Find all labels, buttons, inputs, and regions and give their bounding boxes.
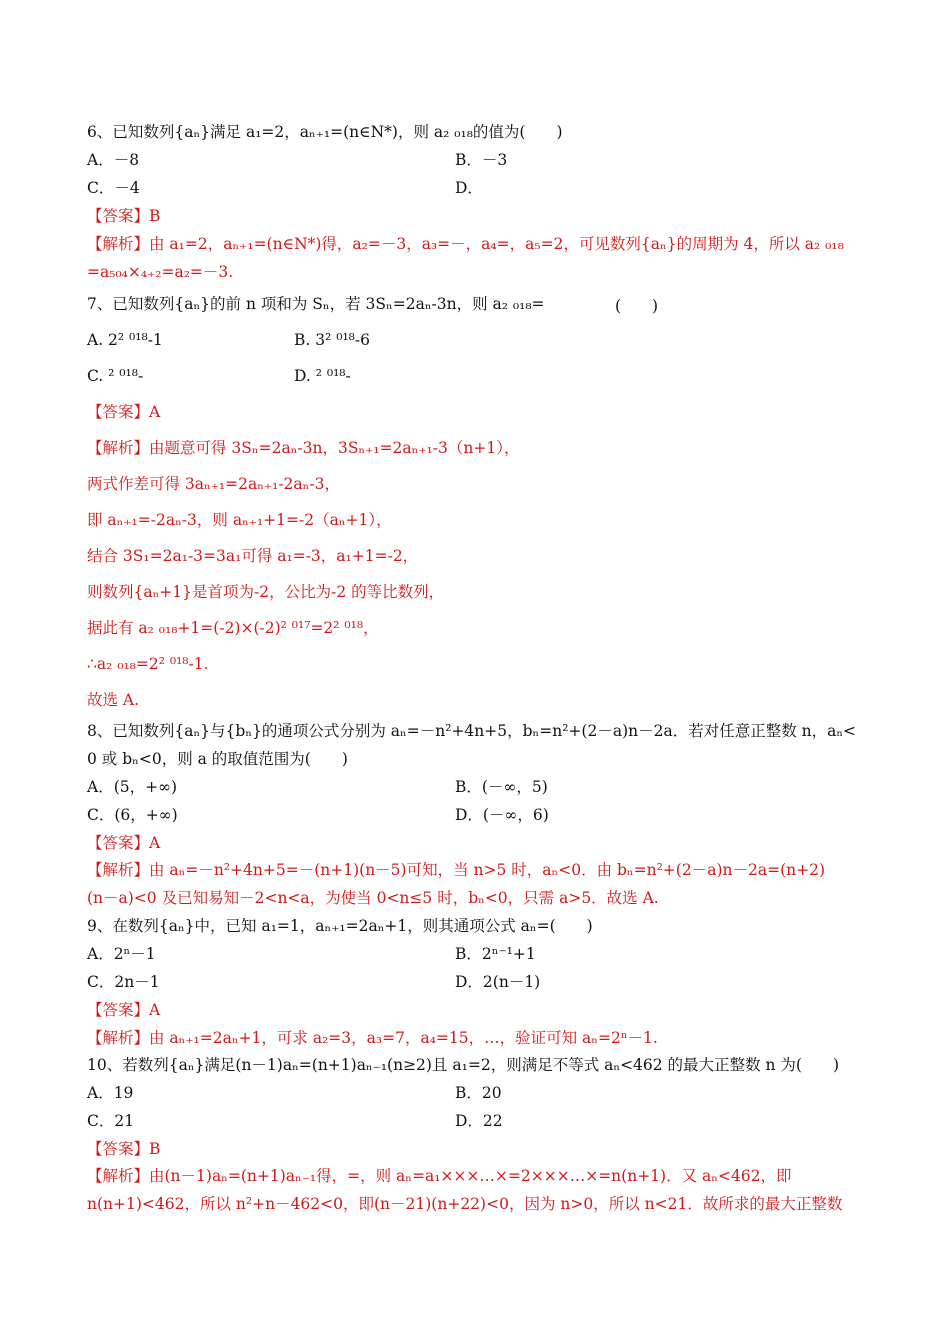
q7-option-d: D. ² ⁰¹⁸- (294, 367, 351, 385)
q10-option-a: A．19 (87, 1084, 134, 1102)
q7-answer: 【答案】A (87, 403, 161, 421)
q8-stem-line-1: 8、已知数列{aₙ}与{bₙ}的通项公式分别为 aₙ=－n²+4n+5，bₙ=n²+(2－a)n－2a．若对任意正整数 n，aₙ< (87, 722, 857, 740)
q9-option-a: A．2ⁿ－1 (87, 945, 156, 963)
q9-option-d: D．2(n－1) (455, 973, 541, 991)
q9-option-c: C．2n－1 (87, 973, 160, 991)
q7-analysis-line-8: 故选 A. (87, 691, 140, 709)
q7-analysis-line-3: 即 aₙ₊₁=-2aₙ-3，则 aₙ₊₁+1=-2（aₙ+1）， (87, 511, 392, 529)
q8-option-b: B．(－∞，5) (455, 778, 548, 796)
q7-analysis-line-6: 据此有 a₂ ₀₁₈+1=(-2)×(-2)² ⁰¹⁷=2² ⁰¹⁸， (87, 619, 379, 637)
q6-answer: 【答案】B (87, 207, 161, 225)
q10-analysis-line-2: n(n+1)<462，所以 n²+n－462<0，即(n－21)(n+22)<0，因为 n>0，所以 n<21．故所求的最大正整数 (87, 1195, 843, 1213)
q9-stem: 9、在数列{aₙ}中，已知 a₁=1，aₙ₊₁=2aₙ+1，则其通项公式 aₙ=( ) (87, 917, 593, 935)
q7-analysis-line-4: 结合 3S₁=2a₁-3=3a₁可得 a₁=-3，a₁+1=-2， (87, 547, 419, 565)
q6-option-d: D． (455, 179, 483, 197)
q9-answer: 【答案】A (87, 1001, 161, 1019)
q10-analysis-line-1: 【解析】由(n－1)aₙ=(n+1)aₙ₋₁得，=，则 aₙ=a₁×××…×=2×××…×=n(n+1)．又 aₙ<462，即 (87, 1167, 792, 1185)
q6-option-a: A．－8 (87, 151, 140, 169)
q8-option-a: A．(5，+∞) (87, 778, 178, 796)
q8-option-c: C．(6，+∞) (87, 806, 178, 824)
q8-answer: 【答案】A (87, 834, 161, 852)
q9-analysis: 【解析】由 aₙ₊₁=2aₙ+1，可求 a₂=3，a₃=7，a₄=15，…，验证可知 aₙ=2ⁿ－1. (87, 1029, 658, 1047)
q6-option-c: C．－4 (87, 179, 140, 197)
q7-stem: 7、已知数列{aₙ}的前 n 项和为 Sₙ，若 3Sₙ=2aₙ-3n，则 a₂ ₀₁₈= (87, 295, 545, 313)
q6-option-b: B．－3 (455, 151, 508, 169)
q10-option-c: C．21 (87, 1112, 135, 1130)
q10-option-b: B．20 (455, 1084, 502, 1102)
q7-analysis-line-5: 则数列{aₙ+1}是首项为-2，公比为-2 的等比数列， (87, 583, 445, 601)
q6-analysis-line-2: =a₅₀₄×₄₊₂=a₂=－3. (87, 263, 234, 281)
q7-answer-paren: ( ) (615, 297, 659, 315)
q7-option-a: A. 2² ⁰¹⁸-1 (87, 331, 163, 349)
q7-analysis-line-7: ∴a₂ ₀₁₈=2² ⁰¹⁸-1. (87, 655, 209, 673)
q7-option-b: B. 3² ⁰¹⁸-6 (294, 331, 370, 349)
q8-analysis-line-2: (n－a)<0 及已知易知－2<n<a，为使当 0<n≤5 时，bₙ<0，只需 a>5．故选 A. (87, 889, 659, 907)
q10-answer: 【答案】B (87, 1140, 161, 1158)
q10-stem: 10、若数列{aₙ}满足(n－1)aₙ=(n+1)aₙ₋₁(n≥2)且 a₁=2，则满足不等式 aₙ<462 的最大正整数 n 为( ) (87, 1056, 839, 1074)
q6-analysis-line-1: 【解析】由 a₁=2，aₙ₊₁=(n∈N*)得，a₂=－3，a₃=－，a₄=，a₅=2，可见数列{aₙ}的周期为 4，所以 a₂ ₀₁₈ (87, 235, 844, 253)
q8-stem-line-2: 0 或 bₙ<0，则 a 的取值范围为( ) (87, 750, 348, 768)
q10-option-d: D．22 (455, 1112, 503, 1130)
q9-option-b: B．2ⁿ⁻¹+1 (455, 945, 536, 963)
q7-option-c: C. ² ⁰¹⁸- (87, 367, 144, 385)
q6-stem: 6、已知数列{aₙ}满足 a₁=2，aₙ₊₁=(n∈N*)，则 a₂ ₀₁₈的值为( ) (87, 123, 563, 141)
q8-analysis-line-1: 【解析】由 aₙ=－n²+4n+5=－(n+1)(n－5)可知，当 n>5 时，aₙ<0．由 bₙ=n²+(2－a)n－2a=(n+2) (87, 861, 825, 879)
q8-option-d: D．(－∞，6) (455, 806, 549, 824)
q7-analysis-line-1: 【解析】由题意可得 3Sₙ=2aₙ-3n，3Sₙ₊₁=2aₙ₊₁-3（n+1）， (87, 439, 520, 457)
q7-analysis-line-2: 两式作差可得 3aₙ₊₁=2aₙ₊₁-2aₙ-3， (87, 475, 340, 493)
